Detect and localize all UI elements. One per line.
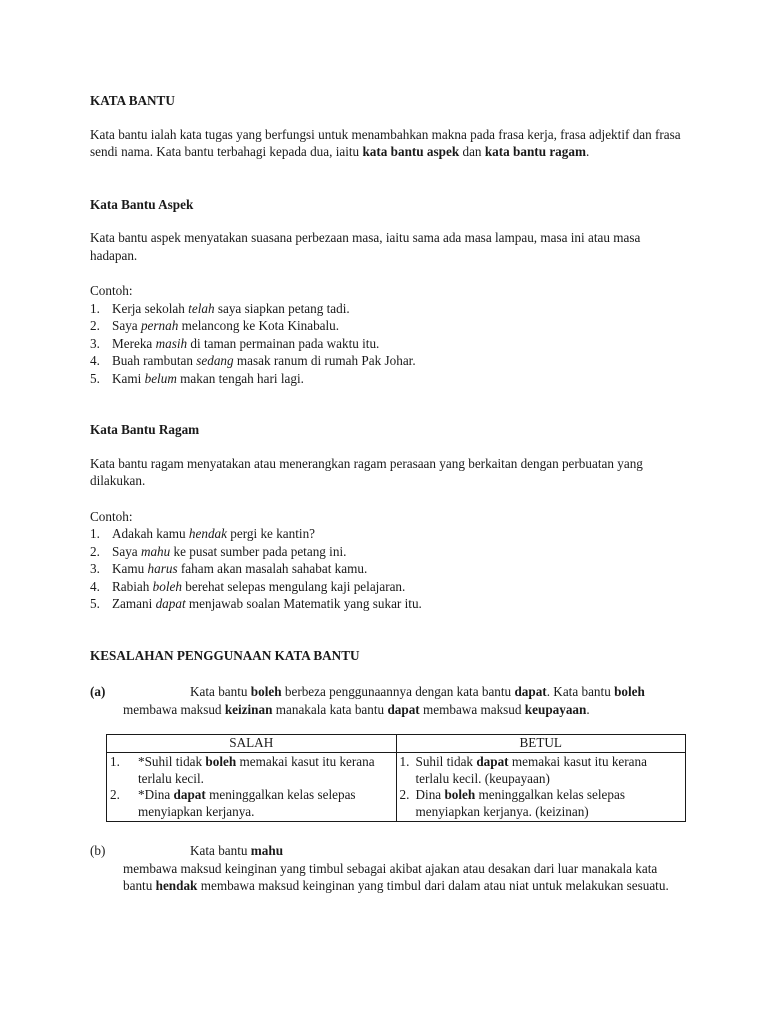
list-number: 5. bbox=[90, 596, 100, 611]
list-text: Kami belum makan tengah hari lagi. bbox=[112, 370, 304, 386]
point-b bbox=[90, 842, 688, 895]
ragam-description: Kata bantu ragam menyatakan atau menerangkan ragam perasaan yang berkaitan dengan perbuatan yang dilakukan. bbox=[90, 455, 643, 488]
aspek-heading: Kata Bantu Aspek bbox=[90, 196, 194, 212]
salah-item: 2. *Dina dapat meninggalkan kelas selepas menyiapkan kerjanya. bbox=[110, 787, 356, 819]
list-number: 3. bbox=[90, 335, 100, 351]
page-title: KATA BANTU bbox=[90, 93, 175, 108]
salah-item: 1. *Suhil tidak boleh memakai kasut itu kerana terlalu kecil. bbox=[110, 754, 375, 786]
aspek-example-list bbox=[90, 300, 688, 388]
list-number: 5. bbox=[90, 370, 100, 386]
intro-text-2: dan bbox=[459, 144, 485, 159]
aspek-contoh-label: Contoh: bbox=[90, 283, 133, 298]
aspek-description: Kata bantu aspek menyatakan suasana perbezaan masa, iaitu sama ada masa lampau, masa ini atau masa hadapan. bbox=[90, 230, 641, 263]
list-item bbox=[90, 525, 688, 543]
ragam-example-list bbox=[90, 525, 688, 613]
comparison-table bbox=[106, 734, 686, 822]
list-item bbox=[90, 300, 688, 318]
list-item bbox=[90, 352, 688, 370]
list-text: Saya mahu ke pusat sumber pada petang ini. bbox=[112, 543, 347, 559]
intro-bold-aspek: kata bantu aspek bbox=[362, 144, 460, 159]
point-a-label: (a) bbox=[90, 684, 106, 699]
list-item bbox=[90, 560, 688, 578]
list-number: 1. bbox=[90, 300, 100, 316]
list-item bbox=[90, 317, 688, 335]
point-a-line2: membawa maksud keizinan manakala kata bantu dapat membawa maksud keupayaan. bbox=[123, 701, 590, 717]
betul-item: 1. Suhil tidak dapat memakai kasut itu kerana terlalu kecil. (keupayaan) bbox=[399, 754, 647, 786]
list-text: Buah rambutan sedang masak ranum di rumah Pak Johar. bbox=[112, 353, 416, 368]
list-item bbox=[90, 543, 688, 561]
list-text: Rabiah boleh berehat selepas mengulang kaji pelajaran. bbox=[112, 578, 406, 594]
list-item bbox=[90, 578, 688, 596]
list-text: Kerja sekolah telah saya siapkan petang tadi. bbox=[112, 300, 350, 316]
list-number: 4. bbox=[90, 578, 100, 594]
list-number: 3. bbox=[90, 561, 100, 576]
list-item bbox=[90, 370, 688, 388]
intro-bold-ragam: kata bantu ragam bbox=[484, 144, 586, 159]
point-b-label: (b) bbox=[90, 843, 106, 858]
intro-text-3: . bbox=[585, 144, 590, 159]
list-item bbox=[90, 595, 688, 613]
betul-cell bbox=[396, 753, 686, 822]
point-b-text: Kata bantu mahu bbox=[190, 843, 284, 858]
point-b-body: membawa maksud keinginan yang timbul sebagai akibat ajakan atau desakan dari luar manakala kata bantu hendak membawa maksud keinginan yang timbul dari dalam atau niat untuk melakukan sesuatu. bbox=[123, 860, 669, 893]
list-item bbox=[90, 335, 688, 353]
list-number: 2. bbox=[90, 543, 100, 559]
betul-item: 2. Dina boleh meninggalkan kelas selepas menyiapkan kerjanya. (keizinan) bbox=[399, 787, 625, 819]
point-a-line1: Kata bantu boleh berbeza penggunaannya dengan kata bantu dapat. Kata bantu boleh bbox=[190, 684, 645, 699]
list-text: Saya pernah melancong ke Kota Kinabalu. bbox=[112, 318, 340, 333]
intro-text-1: Kata bantu ialah kata tugas yang berfungsi untuk menambahkan makna pada frasa kerja, frasa adjektif dan frasa sendi nama. Kata bantu terbahagi kepada dua, iaitu bbox=[90, 126, 681, 159]
column-header-betul: BETUL bbox=[396, 735, 686, 753]
list-number: 1. bbox=[90, 526, 100, 541]
list-text: Mereka masih di taman permainan pada waktu itu. bbox=[112, 335, 380, 351]
list-text: Kamu harus faham akan masalah sahabat kamu. bbox=[112, 561, 368, 576]
ragam-heading: Kata Bantu Ragam bbox=[90, 422, 200, 437]
point-a bbox=[90, 683, 688, 718]
table-row bbox=[107, 753, 686, 822]
list-number: 4. bbox=[90, 353, 100, 368]
salah-cell bbox=[107, 753, 397, 822]
kesalahan-heading: KESALAHAN PENGGUNAAN KATA BANTU bbox=[90, 647, 360, 663]
intro-paragraph bbox=[90, 126, 688, 161]
column-header-salah: SALAH bbox=[107, 735, 397, 753]
list-text: Zamani dapat menjawab soalan Matematik yang sukar itu. bbox=[112, 596, 422, 611]
list-number: 2. bbox=[90, 318, 100, 333]
list-text: Adakah kamu hendak pergi ke kantin? bbox=[112, 526, 316, 541]
ragam-contoh-label: Contoh: bbox=[90, 508, 133, 524]
